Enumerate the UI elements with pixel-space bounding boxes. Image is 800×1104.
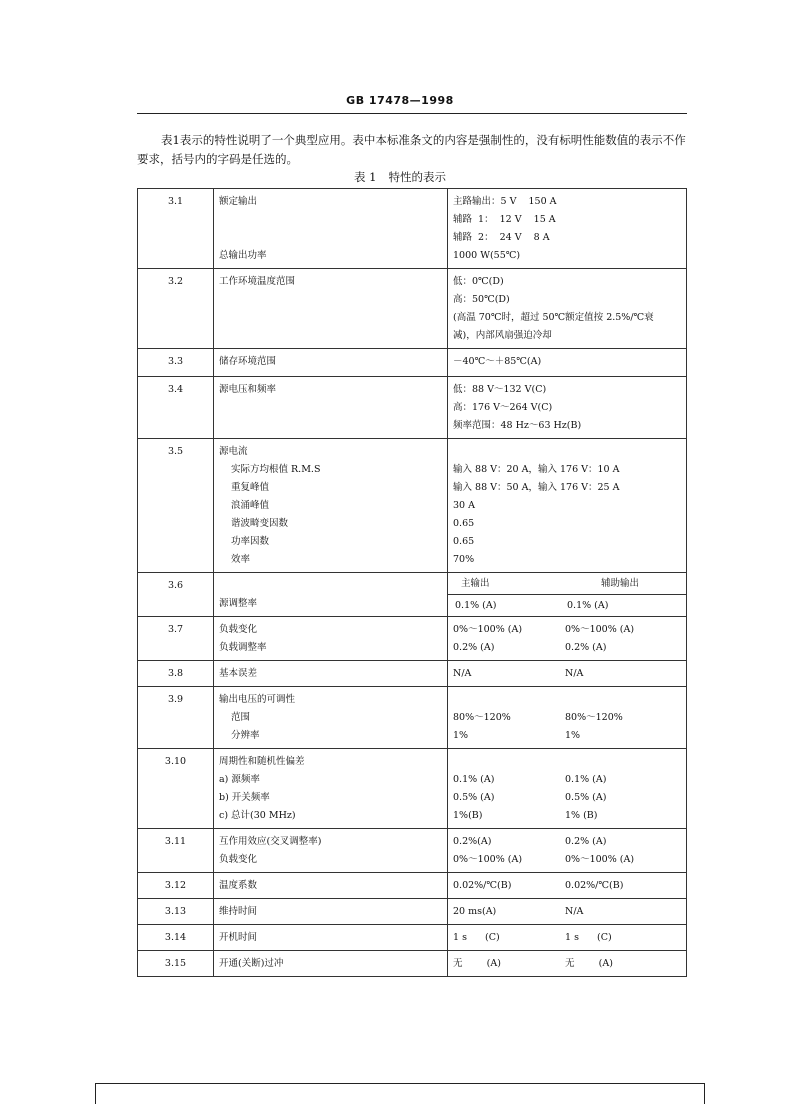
value-main: 0%～100% (A) [453, 624, 523, 635]
row-subitem: 范围 [231, 712, 251, 723]
value-main: 0.1% (A) [455, 600, 497, 611]
row-name-line: 负载变化 [219, 854, 258, 865]
value-line: 低：88 V～132 V(C) [453, 384, 547, 395]
row-number: 3.10 [138, 749, 214, 829]
row-subitem: 功率因数 [231, 536, 270, 547]
row-number: 3.8 [138, 661, 214, 687]
value-aux: 1% [565, 730, 581, 741]
row-name [214, 573, 448, 617]
value-line: 频率范围：48 Hz～63 Hz(B) [453, 420, 582, 431]
row-number: 3.2 [138, 269, 214, 349]
row-name-line: 源电流 [219, 446, 248, 457]
table-row [138, 687, 687, 749]
row-number: 3.5 [138, 439, 214, 573]
table-row [138, 873, 687, 899]
intro-paragraph: 表1表示的特性说明了一个典型应用。表中本标准条文的内容是强制性的，没有标明性能数值的表示不作要求，括号内的字码是任选的。 [137, 133, 686, 166]
table-row [138, 269, 687, 349]
row-subitem: 实际方均根值 R.M.S [231, 464, 321, 475]
table-row [138, 617, 687, 661]
value-aux: 0.2% (A) [565, 642, 607, 653]
value-line: 0.65 [453, 518, 475, 529]
row-name-line: 源调整率 [219, 598, 258, 609]
row-number: 3.7 [138, 617, 214, 661]
value-aux: 无 (A) [565, 958, 613, 969]
row-number: 3.9 [138, 687, 214, 749]
row-name [214, 829, 448, 873]
value-main: 0.2% (A) [453, 642, 495, 653]
value-aux: 0.1% (A) [565, 774, 607, 785]
row-value [448, 873, 687, 899]
value-aux: 1 s (C) [565, 932, 612, 943]
value-main: 20 ms(A) [453, 906, 497, 917]
value-aux: 80%～120% [565, 712, 623, 723]
table-row [138, 925, 687, 951]
value-aux: N/A [565, 906, 584, 917]
row-name-line: 互作用效应(交叉调整率) [219, 836, 322, 847]
column-header-aux: 辅助输出 [601, 578, 640, 589]
table-label: 表 1 [354, 170, 377, 184]
table-row [138, 951, 687, 977]
row-value [448, 439, 687, 573]
row-value [448, 189, 687, 269]
row-number: 3.6 [138, 573, 214, 617]
row-subitem: 效率 [231, 554, 251, 565]
row-number: 3.12 [138, 873, 214, 899]
value-aux: 0%～100% (A) [565, 624, 635, 635]
row-number: 3.3 [138, 349, 214, 377]
value-line: 主路输出：5 V 150 A [453, 196, 557, 207]
row-value [448, 377, 687, 439]
value-aux: 0.02%/℃(B) [565, 880, 624, 891]
row-name: 温度系数 [214, 873, 448, 899]
table-row [138, 573, 687, 617]
value-line: 辅路 2： 24 V 8 A [453, 232, 550, 243]
row-name [214, 749, 448, 829]
value-line: (高温 70℃时，超过 50℃额定值按 2.5%/℃衰 [453, 312, 654, 323]
row-name [214, 687, 448, 749]
document-header: GB 17478—1998 [346, 94, 454, 107]
row-number: 3.15 [138, 951, 214, 977]
value-line: 辅路 1： 12 V 15 A [453, 214, 556, 225]
row-subitem: c) 总计(30 MHz) [219, 810, 296, 821]
value-line: 70% [453, 554, 475, 565]
row-number: 3.1 [138, 189, 214, 269]
row-name: 基本误差 [214, 661, 448, 687]
header-rule [137, 113, 687, 114]
row-value [448, 269, 687, 349]
row-name [214, 439, 448, 573]
row-value [448, 829, 687, 873]
row-value [448, 687, 687, 749]
bottom-frame [95, 1083, 705, 1104]
value-aux: 0.2% (A) [565, 836, 607, 847]
value-aux: N/A [565, 668, 584, 679]
table-row [138, 377, 687, 439]
row-value [448, 951, 687, 977]
row-name-line: 输出电压的可调性 [219, 694, 296, 705]
row-name: 储存环境范围 [214, 349, 448, 377]
row-subitem: 分辨率 [231, 730, 260, 741]
value-main: 1% [453, 730, 469, 741]
value-main: 1 s (C) [453, 932, 500, 943]
row-name: 源电压和频率 [214, 377, 448, 439]
row-name-line: 负载变化 [219, 624, 258, 635]
value-line: 输入 88 V：20 A，输入 176 V：10 A [453, 464, 620, 475]
column-header-main: 主输出 [461, 578, 490, 589]
table-row [138, 349, 687, 377]
row-name-line: 额定输出 [219, 196, 258, 207]
value-main: 无 (A) [453, 958, 501, 969]
value-line: 输入 88 V：50 A，输入 176 V：25 A [453, 482, 620, 493]
table-row [138, 749, 687, 829]
row-value [448, 899, 687, 925]
row-subitem: b) 开关频率 [219, 792, 270, 803]
row-value [448, 749, 687, 829]
value-main: 0.1% (A) [453, 774, 495, 785]
value-main: 0%～100% (A) [453, 854, 523, 865]
value-aux: 0.1% (A) [567, 600, 609, 611]
value-main: N/A [453, 668, 472, 679]
value-line: 1000 W(55℃) [453, 250, 521, 261]
value-line: 低：0℃(D) [453, 276, 504, 287]
row-number: 3.4 [138, 377, 214, 439]
row-value: －40℃～＋85℃(A) [448, 349, 687, 377]
row-number: 3.14 [138, 925, 214, 951]
table-row [138, 189, 687, 269]
table-row [138, 439, 687, 573]
value-main: 0.02%/℃(B) [453, 880, 512, 891]
row-subitem: 谐波畸变因数 [231, 518, 289, 529]
row-value [448, 573, 687, 617]
row-subitem: a) 源频率 [219, 774, 260, 785]
characteristics-table [137, 188, 687, 977]
row-name: 工作环境温度范围 [214, 269, 448, 349]
row-number: 3.11 [138, 829, 214, 873]
table-title: 特性的表示 [388, 170, 446, 184]
value-main: 80%～120% [453, 712, 511, 723]
value-main: 1%(B) [453, 810, 483, 821]
row-subitem: 浪涌峰值 [231, 500, 270, 511]
table-row [138, 899, 687, 925]
value-aux: 0.5% (A) [565, 792, 607, 803]
table-caption [0, 169, 800, 185]
value-main: 0.2%(A) [453, 836, 492, 847]
value-line: 0.65 [453, 536, 475, 547]
row-name: 开机时间 [214, 925, 448, 951]
value-line: 高：176 V～264 V(C) [453, 402, 553, 413]
row-name-line: 负载调整率 [219, 642, 267, 653]
row-name [214, 189, 448, 269]
value-aux: 1% (B) [565, 810, 598, 821]
value-aux: 0%～100% (A) [565, 854, 635, 865]
value-line: 减)，内部风扇强迫冷却 [453, 330, 552, 341]
table-row [138, 829, 687, 873]
table-row [138, 661, 687, 687]
row-name [214, 617, 448, 661]
row-value [448, 661, 687, 687]
row-name-line: 总输出功率 [219, 250, 267, 261]
row-value [448, 925, 687, 951]
row-name: 维持时间 [214, 899, 448, 925]
value-line: 高：50℃(D) [453, 294, 510, 305]
row-value [448, 617, 687, 661]
value-main: 0.5% (A) [453, 792, 495, 803]
row-name-line: 周期性和随机性偏差 [219, 756, 305, 767]
row-subitem: 重复峰值 [231, 482, 270, 493]
row-number: 3.13 [138, 899, 214, 925]
value-line: 30 A [453, 500, 475, 511]
row-name: 开通(关断)过冲 [214, 951, 448, 977]
